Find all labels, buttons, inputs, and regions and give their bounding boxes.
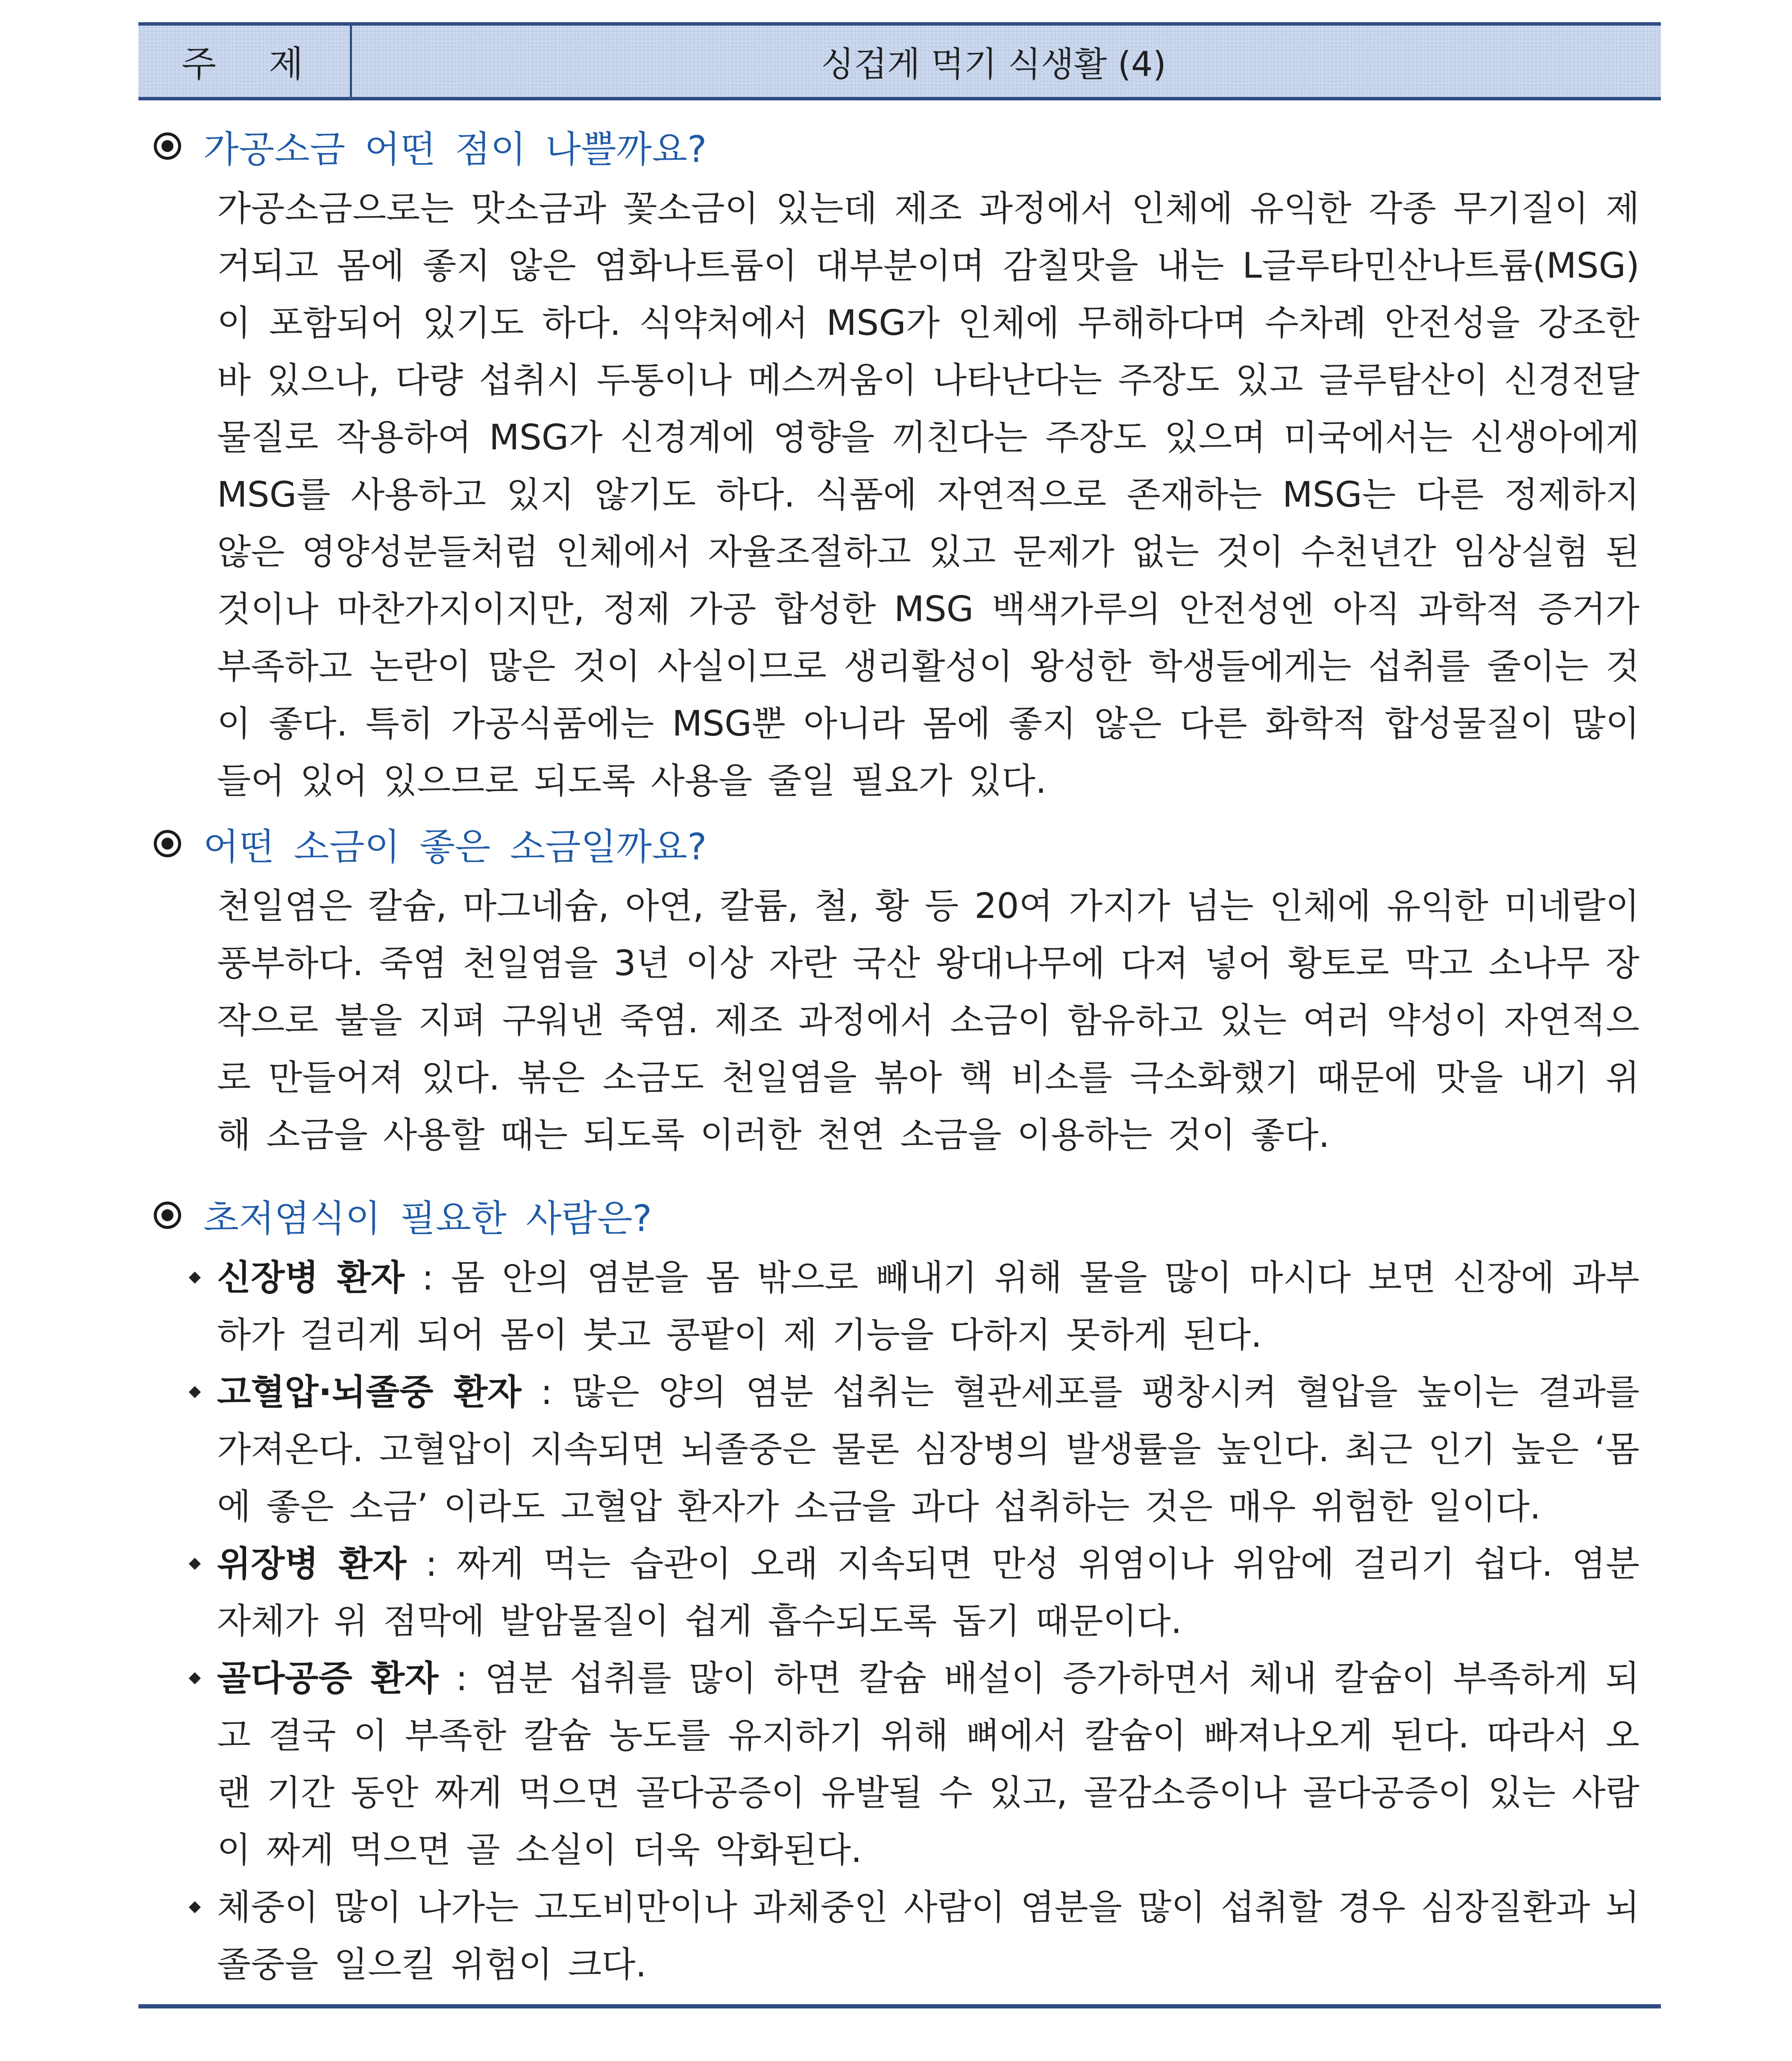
- section-good-salt: [154, 809, 1662, 1164]
- section-paragraph: 천일염은 칼슘, 마그네슘, 아연, 칼륨, 철, 황 등 20여 가지가 넘는 인체에 유익한 미네랄이 풍부하다. 죽염 천일염을 3년 이상 자란 국산 왕대나무에 다져 넣어 황토로 막고 소나무 장작으로 불을 지펴 구워낸 죽염. 제조 과정에서 소금이 함유하고 있는 여러 약성이 자연적으로 만들어져 있다. 볶은 소금도 천일염을 볶아 핵 비소를 극소화했기 때문에 맛을 내기 위해 소금을 사용할 때는 되도록 이러한 천연 소금을 이용하는 것이 좋다.: [217, 886, 1639, 1155]
- list-item-osteoporosis: [217, 1650, 1639, 1879]
- list-item-label: 신장병 환자: [217, 1258, 405, 1298]
- section-heading: [154, 1181, 1662, 1249]
- list-item-text: 짜게 먹는 습관이 오래 지속되면 만성 위염이나 위암에 걸리기 쉽다. 염분 자체가 위 점막에 발암물질이 쉽게 흡수되도록 돕기 때문이다.: [217, 1544, 1640, 1642]
- diamond-icon: [189, 1272, 201, 1284]
- list-item-text: 체중이 많이 나가는 고도비만이나 과체중인 사람이 염분을 많이 섭취할 경우 심장질환과 뇌졸중을 일으킬 위험이 크다.: [217, 1887, 1639, 1985]
- section-heading: [154, 112, 1662, 180]
- list-item-text: 몸 안의 염분을 몸 밖으로 빼내기 위해 물을 많이 마시다 보면 신장에 과부하가 걸리게 되어 몸이 붓고 콩팥이 제 기능을 다하지 못하게 된다.: [217, 1258, 1640, 1355]
- section-processed-salt: [154, 112, 1662, 810]
- diamond-icon: [189, 1672, 201, 1684]
- list-item-text: 많은 양의 염분 섭취는 혈관세포를 팽창시켜 혈압을 높이는 결과를 가져온다. 고혈압이 지속되면 뇌졸중은 물론 심장병의 발생률을 높인다. 최근 인기 높은 ‘몸에 좋은 소금’ 이라도 고혈압 환자가 소금을 과다 섭취하는 것은 매우 위험한 일이다.: [217, 1372, 1639, 1527]
- circle-dot-icon: [154, 132, 181, 160]
- diamond-icon: [189, 1901, 201, 1913]
- circle-dot-icon: [154, 830, 181, 857]
- list-item-label: 위장병 환자: [217, 1544, 407, 1584]
- circle-dot-icon: [154, 1202, 181, 1229]
- topic-header-table: [138, 22, 1661, 100]
- section-heading-text: 초저염식이 필요한 사람은?: [203, 1197, 652, 1240]
- list-item-separator: :: [405, 1258, 451, 1298]
- list-item-stomach: [217, 1536, 1639, 1650]
- topic-title: 싱겁게 먹기 식생활 (4): [821, 44, 1166, 84]
- list-item-kidney: [217, 1249, 1639, 1364]
- diamond-icon: [189, 1558, 201, 1570]
- list-item-label: 골다공증 환자: [217, 1658, 439, 1699]
- list-item-separator: :: [521, 1372, 572, 1413]
- list-item-separator: :: [438, 1658, 485, 1699]
- list-item-obesity: [217, 1879, 1639, 1994]
- bottom-divider: [138, 2004, 1661, 2008]
- section-low-salt-diet: [154, 1181, 1662, 1994]
- section-heading-text: 어떤 소금이 좋은 소금일까요?: [203, 826, 707, 868]
- list-item-text: 염분 섭취를 많이 하면 칼슘 배설이 증가하면서 체내 칼슘이 부족하게 되고 결국 이 부족한 칼슘 농도를 유지하기 위해 뼈에서 칼슘이 빠져나오게 된다. 따라서 오랜 기간 동안 짜게 먹으면 골다공증이 유발될 수 있고, 골감소증이나 골다공증이 있는 사람이 짜게 먹으면 골 소실이 더욱 악화된다.: [217, 1658, 1639, 1870]
- section-heading: [154, 809, 1662, 878]
- list-item-hypertension: [217, 1364, 1639, 1536]
- list-item-separator: :: [406, 1544, 457, 1584]
- topic-label: 주 제: [138, 26, 352, 97]
- section-heading-text: 가공소금 어떤 점이 나쁠까요?: [203, 128, 707, 171]
- diamond-icon: [189, 1386, 201, 1398]
- list-item-label: 고혈압·뇌졸중 환자: [217, 1372, 522, 1413]
- section-paragraph: 가공소금으로는 맛소금과 꽃소금이 있는데 제조 과정에서 인체에 유익한 각종 무기질이 제거되고 몸에 좋지 않은 염화나트륨이 대부분이며 감칠맛을 내는 L글루타민산나트륨(MSG)이 포함되어 있기도 하다. 식약처에서 MSG가 인체에 무해하다며 수차례 안전성을 강조한 바 있으나, 다량 섭취시 두통이나 메스꺼움이 나타난다는 주장도 있고 글루탐산이 신경전달 물질로 작용하여 MSG가 신경계에 영향을 끼친다는 주장도 있으며 미국에서는 신생아에게 MSG를 사용하고 있지 않기도 하다. 식품에 자연적으로 존재하는 MSG는 다른 정제하지 않은 영양성분들처럼 인체에서 자율조절하고 있고 문제가 없는 것이 수천년간 임상실험 된 것이나 마찬가지이지만, 정제 가공 합성한 MSG 백색가루의 안전성엔 아직 과학적 증거가 부족하고 논란이 많은 것이 사실이므로 생리활성이 왕성한 학생들에게는 섭취를 줄이는 것이 좋다. 특히 가공식품에는 MSG뿐 아니라 몸에 좋지 않은 다른 화학적 합성물질이 많이 들어 있어 있으므로 되도록 사용을 줄일 필요가 있다.: [217, 188, 1639, 801]
